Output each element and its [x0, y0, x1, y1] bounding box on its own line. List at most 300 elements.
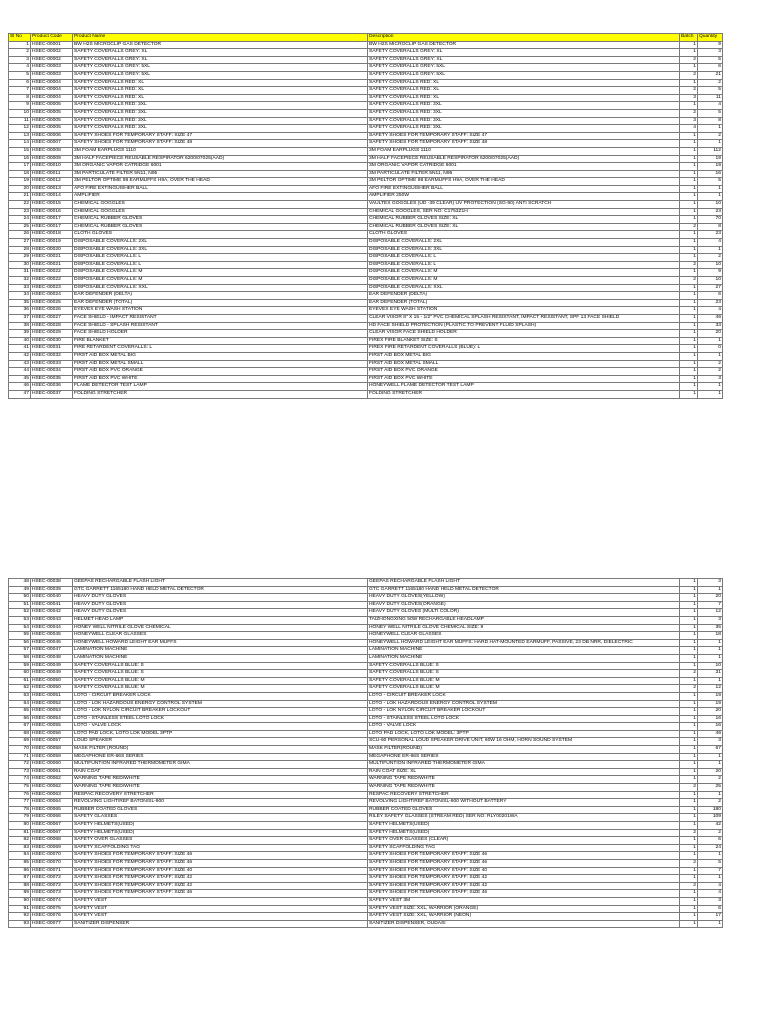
cell-product-code: HSEC-00062: [31, 784, 73, 792]
cell-description: CLEAR VISOR FACE SHIELD HOLDER: [368, 330, 680, 338]
cell-product-code: HSEC-00001: [31, 41, 73, 49]
cell-sl-no: 75: [9, 784, 31, 792]
cell-product-code: HSEC-00061: [31, 768, 73, 776]
table-row: [9, 345, 723, 353]
cell-product-name: DISPOSABLE COVERALLS: M: [73, 269, 368, 277]
cell-product-name: SAFETY COVERALLS GREY: 5XL: [73, 64, 368, 72]
cell-batch: 1: [680, 178, 698, 186]
cell-quantity: 3: [698, 49, 723, 57]
cell-product-code: HSEC-00070: [31, 852, 73, 860]
table-row: [9, 147, 723, 155]
table-row: [9, 768, 723, 776]
table-row: [9, 844, 723, 852]
cell-quantity: 1: [698, 352, 723, 360]
table-row: [9, 639, 723, 647]
cell-product-name: SAFETY COVERALLS GREY: XL: [73, 56, 368, 64]
cell-batch: 1: [680, 292, 698, 300]
cell-product-code: HSEC-00029: [31, 330, 73, 338]
cell-description: DISPOSABLE COVERALLS: M: [368, 269, 680, 277]
cell-sl-no: 9: [9, 102, 31, 110]
cell-sl-no: 62: [9, 685, 31, 693]
cell-product-name: MEGAPHONE ER-66S SERIES: [73, 753, 368, 761]
cell-product-code: HSEC-00010: [31, 163, 73, 171]
table-row: [9, 383, 723, 391]
cell-description: SAFETY VEST SIZE: XXL, WARRIOR (NEON): [368, 913, 680, 921]
cell-description: FIRST AID BOX PVC WHITE: [368, 375, 680, 383]
cell-sl-no: 48: [9, 579, 31, 587]
cell-product-name: SAFETY COVERALLS RED: XL: [73, 94, 368, 102]
cell-description: AMPLIFIER 250W: [368, 193, 680, 201]
cell-batch: 1: [680, 822, 698, 830]
table-row: [9, 738, 723, 746]
cell-sl-no: 16: [9, 155, 31, 163]
table-row: [9, 822, 723, 830]
table-row: [9, 882, 723, 890]
cell-product-code: HSEC-00023: [31, 284, 73, 292]
cell-quantity: 5: [698, 56, 723, 64]
cell-product-name: HONEY WELL NITRILE GLOVE CHEMICAL: [73, 624, 368, 632]
cell-sl-no: 29: [9, 254, 31, 262]
cell-product-code: HSEC-00058: [31, 746, 73, 754]
cell-description: SAFETY COVERALLS GREY: 5XL: [368, 64, 680, 72]
cell-product-code: HSEC-00017: [31, 223, 73, 231]
table-row: [9, 715, 723, 723]
cell-quantity: 23: [698, 299, 723, 307]
cell-description: SAFETY COVERALLS BLUE: S: [368, 662, 680, 670]
table-row: [9, 579, 723, 587]
cell-batch: 1: [680, 307, 698, 315]
cell-product-code: HSEC-00005: [31, 117, 73, 125]
table-row: [9, 163, 723, 171]
cell-quantity: 2: [698, 132, 723, 140]
cell-description: LOTO - VALVE LOCK: [368, 723, 680, 731]
cell-quantity: 12: [698, 685, 723, 693]
cell-quantity: 5: [698, 87, 723, 95]
cell-product-name: RESPAC RECOVERY STRETCHER: [73, 791, 368, 799]
cell-sl-no: 26: [9, 231, 31, 239]
cell-product-code: HSEC-00011: [31, 170, 73, 178]
cell-product-name: GEEPAS RECHARGABLE FLASH LIGHT: [73, 579, 368, 587]
cell-batch: 1: [680, 352, 698, 360]
cell-product-code: HSEC-00002: [31, 56, 73, 64]
cell-description: AFO FIRE EXTINGUISHER BALL: [368, 185, 680, 193]
cell-product-name: SAFETY SCAFFOLDING TAG: [73, 844, 368, 852]
cell-batch: 1: [680, 791, 698, 799]
table-row: [9, 87, 723, 95]
cell-description: LOTO PAD LOCK, LOTO LOK MODEL: 3PTP: [368, 730, 680, 738]
cell-quantity: 19: [698, 692, 723, 700]
cell-batch: 1: [680, 639, 698, 647]
cell-quantity: 23: [698, 231, 723, 239]
cell-quantity: 25: [698, 784, 723, 792]
cell-sl-no: 85: [9, 859, 31, 867]
table-row: [9, 753, 723, 761]
cell-batch: 1: [680, 594, 698, 602]
table-row: [9, 231, 723, 239]
cell-product-code: HSEC-00077: [31, 920, 73, 928]
cell-product-code: HSEC-00047: [31, 647, 73, 655]
cell-product-code: HSEC-00067: [31, 829, 73, 837]
cell-quantity: 11: [698, 94, 723, 102]
cell-product-code: HSEC-00002: [31, 49, 73, 57]
table-row: [9, 368, 723, 376]
cell-product-name: RAIN COAT: [73, 768, 368, 776]
table-row: [9, 193, 723, 201]
cell-product-name: AMPLIFIER: [73, 193, 368, 201]
cell-batch: 1: [680, 723, 698, 731]
cell-batch: 1: [680, 662, 698, 670]
cell-product-name: BW H2S MICROCLIP GAS DETECTOR: [73, 41, 368, 49]
table-row: [9, 277, 723, 285]
cell-description: LAMINATION MACHINE: [368, 654, 680, 662]
cell-product-name: DISPOSABLE COVERALLS: XXL: [73, 284, 368, 292]
cell-description: HONEY WELL NITRILE GLOVE CHEMICAL SIZE: 9: [368, 624, 680, 632]
cell-batch: 3: [680, 94, 698, 102]
cell-product-name: SAFETY OVER GLASSES: [73, 837, 368, 845]
cell-sl-no: 78: [9, 806, 31, 814]
cell-product-code: HSEC-00065: [31, 806, 73, 814]
cell-product-code: HSEC-00063: [31, 791, 73, 799]
cell-product-code: HSEC-00008: [31, 147, 73, 155]
cell-product-name: HONEYWELL CLEAR GLASSES: [73, 632, 368, 640]
cell-quantity: 3: [698, 897, 723, 905]
cell-product-code: HSEC-00059: [31, 753, 73, 761]
cell-quantity: 19: [698, 700, 723, 708]
cell-description: SAFETY COVERALLS RED: XL: [368, 94, 680, 102]
cell-quantity: 109: [698, 814, 723, 822]
table-row: [9, 829, 723, 837]
table-row: [9, 117, 723, 125]
cell-product-name: SAFETY COVERALLS RED: 3XL: [73, 109, 368, 117]
cell-sl-no: 24: [9, 216, 31, 224]
cell-product-code: HSEC-00074: [31, 897, 73, 905]
cell-description: SAFETY HELMETS(USED): [368, 822, 680, 830]
cell-sl-no: 58: [9, 654, 31, 662]
cell-product-name: SAFETY GLASSES: [73, 814, 368, 822]
cell-quantity: 6: [698, 292, 723, 300]
cell-product-code: HSEC-00050: [31, 685, 73, 693]
cell-batch: 1: [680, 132, 698, 140]
cell-product-code: HSEC-00073: [31, 890, 73, 898]
cell-product-name: EAR DEFENDER (TOTAL): [73, 299, 368, 307]
table-row: [9, 178, 723, 186]
cell-description: EYEVEX EYE WASH STATION: [368, 307, 680, 315]
cell-quantity: 2: [698, 254, 723, 262]
cell-batch: 1: [680, 330, 698, 338]
table-row: [9, 677, 723, 685]
cell-quantity: 35: [698, 624, 723, 632]
cell-product-code: HSEC-00003: [31, 71, 73, 79]
cell-sl-no: 47: [9, 390, 31, 398]
cell-sl-no: 42: [9, 352, 31, 360]
cell-product-code: HSEC-00021: [31, 254, 73, 262]
cell-quantity: 12: [698, 609, 723, 617]
cell-product-code: HSEC-00020: [31, 246, 73, 254]
table-row: [9, 109, 723, 117]
cell-product-code: HSEC-00005: [31, 102, 73, 110]
cell-description: DISPOSABLE COVERALLS: 3XL: [368, 246, 680, 254]
cell-product-code: HSEC-00009: [31, 155, 73, 163]
cell-batch: 1: [680, 239, 698, 247]
cell-product-name: FIRST AID BOX PVC ORANGE: [73, 368, 368, 376]
cell-product-name: SAFETY SHOES FOR TEMPORARY STAFF: SIZE 42: [73, 875, 368, 883]
cell-quantity: 49: [698, 314, 723, 322]
cell-quantity: 112: [698, 147, 723, 155]
cell-sl-no: 25: [9, 223, 31, 231]
header-description: Description: [368, 34, 680, 42]
table-row: [9, 670, 723, 678]
cell-product-code: HSEC-00004: [31, 87, 73, 95]
cell-sl-no: 41: [9, 345, 31, 353]
cell-sl-no: 20: [9, 185, 31, 193]
cell-sl-no: 53: [9, 616, 31, 624]
cell-description: CHEMICAL GOOGLES, SER NO: C1753Z1H: [368, 208, 680, 216]
cell-description: FOLDING STRETCHER: [368, 390, 680, 398]
cell-product-name: HONEYWELL HOWARD LEIGHT EAR MUFFS: [73, 639, 368, 647]
cell-product-name: SAFETY VEST: [73, 897, 368, 905]
cell-sl-no: 69: [9, 738, 31, 746]
cell-sl-no: 23: [9, 208, 31, 216]
cell-quantity: 17: [698, 913, 723, 921]
cell-product-code: HSEC-00054: [31, 715, 73, 723]
cell-product-name: MASK FILTER (ROUND): [73, 746, 368, 754]
cell-product-code: HSEC-00026: [31, 307, 73, 315]
cell-quantity: 1: [698, 185, 723, 193]
table-row: [9, 852, 723, 860]
cell-product-name: FIRE RETARDENT COVERALLS: L: [73, 345, 368, 353]
header-row: [9, 34, 723, 42]
cell-description: MULTIFUNTION INFRARED THERMOMETER GIMA: [368, 761, 680, 769]
cell-product-name: EAR DEFENDER (DELTA): [73, 292, 368, 300]
cell-batch: 1: [680, 632, 698, 640]
header-product-code: Product Code: [31, 34, 73, 42]
cell-description: SAFETY SHOES FOR TEMPORARY STAFF: SIZE 42: [368, 882, 680, 890]
cell-sl-no: 11: [9, 117, 31, 125]
cell-sl-no: 71: [9, 753, 31, 761]
cell-batch: 1: [680, 284, 698, 292]
cell-description: RESPAC RECOVERY STRETCHER: [368, 791, 680, 799]
header-sl-no: Sl No: [9, 34, 31, 42]
table-row: [9, 616, 723, 624]
cell-sl-no: 79: [9, 814, 31, 822]
cell-sl-no: 61: [9, 677, 31, 685]
cell-product-name: SAFETY SHOES FOR TEMPORARY STAFF: SIZE 46: [73, 852, 368, 860]
cell-batch: 1: [680, 345, 698, 353]
table-row: [9, 246, 723, 254]
cell-sl-no: 18: [9, 170, 31, 178]
cell-product-name: FIRST AID BOX PVC WHITE: [73, 375, 368, 383]
cell-quantity: 24: [698, 844, 723, 852]
cell-product-code: HSEC-00042: [31, 609, 73, 617]
cell-description: LOTO - LOK HAZARDOUS ENERGY CONTROL SYSTEM: [368, 700, 680, 708]
cell-quantity: 4: [698, 307, 723, 315]
cell-batch: 3: [680, 117, 698, 125]
cell-product-code: HSEC-00016: [31, 208, 73, 216]
cell-description: DISPOSABLE COVERALLS: M: [368, 277, 680, 285]
cell-product-name: SAFETY COVERALLS GREY: XL: [73, 49, 368, 57]
cell-quantity: 2: [698, 79, 723, 87]
cell-sl-no: 63: [9, 692, 31, 700]
cell-batch: 1: [680, 837, 698, 845]
cell-description: RAIN COAT SIZE: XL: [368, 768, 680, 776]
cell-product-code: HSEC-00025: [31, 299, 73, 307]
cell-quantity: 4: [698, 102, 723, 110]
cell-quantity: 18: [698, 632, 723, 640]
cell-description: SAFETY COVERALLS RED: 3XL: [368, 125, 680, 133]
cell-product-name: 3M PARTICULATE FILTER 5N11, N95: [73, 170, 368, 178]
cell-sl-no: 22: [9, 201, 31, 209]
table-row: [9, 806, 723, 814]
cell-sl-no: 10: [9, 109, 31, 117]
cell-quantity: 3: [698, 375, 723, 383]
cell-description: DISPOSABLE COVERALLS: L: [368, 254, 680, 262]
cell-sl-no: 2: [9, 49, 31, 57]
cell-quantity: 1: [698, 852, 723, 860]
cell-product-code: HSEC-00021: [31, 261, 73, 269]
cell-sl-no: 40: [9, 337, 31, 345]
cell-description: SAFETY COVERALLS RED: XL: [368, 87, 680, 95]
cell-description: EAR DEFENDER (TOTAL): [368, 299, 680, 307]
table-row: [9, 102, 723, 110]
cell-sl-no: 73: [9, 768, 31, 776]
cell-product-name: DISPOSABLE COVERALLS: L: [73, 254, 368, 262]
cell-description: 3M HALF FACEPIECE REUSABLE RESPIRATOR 6200/07025(AAD): [368, 155, 680, 163]
cell-product-code: HSEC-00051: [31, 692, 73, 700]
cell-quantity: 1: [698, 677, 723, 685]
cell-product-code: HSEC-00072: [31, 875, 73, 883]
cell-product-name: REVOLVING LIGHT/REF BATON/SL-900: [73, 799, 368, 807]
cell-sl-no: 5: [9, 71, 31, 79]
cell-quantity: 1: [698, 791, 723, 799]
cell-sl-no: 4: [9, 64, 31, 72]
table-row: [9, 292, 723, 300]
cell-product-name: SAFETY COVERALLS BLUE: S: [73, 670, 368, 678]
table-row: [9, 284, 723, 292]
cell-sl-no: 28: [9, 246, 31, 254]
cell-product-name: LOTO - CIRCUIT BREAKER LOCK: [73, 692, 368, 700]
cell-quantity: 7: [698, 867, 723, 875]
cell-description: RILEY SAFETY GLASSES (STREAM RED) SER NO: RLY00201WA: [368, 814, 680, 822]
cell-description: DISPOSABLE COVERALLS: XXL: [368, 284, 680, 292]
cell-product-code: HSEC-00030: [31, 337, 73, 345]
cell-quantity: 1: [698, 647, 723, 655]
cell-quantity: 1: [698, 639, 723, 647]
cell-sl-no: 7: [9, 87, 31, 95]
cell-quantity: 33: [698, 322, 723, 330]
inventory-table-part-1: [8, 33, 723, 399]
cell-description: SAFETY OVER GLASSES (CLEAR): [368, 837, 680, 845]
table-row: [9, 594, 723, 602]
cell-description: SAFETY COVERALLS BLUE: M: [368, 685, 680, 693]
cell-product-name: AFO FIRE EXTINGUISHER BALL: [73, 185, 368, 193]
cell-description: WARNING TAPE RED/WHITE: [368, 784, 680, 792]
cell-quantity: 27: [698, 284, 723, 292]
cell-quantity: 70: [698, 216, 723, 224]
cell-batch: 4: [680, 125, 698, 133]
cell-batch: 1: [680, 776, 698, 784]
cell-description: HONEYWELL CLEAR GLASSES: [368, 632, 680, 640]
cell-product-name: HEAVY DUTY GLOVES: [73, 594, 368, 602]
cell-product-code: HSEC-00022: [31, 269, 73, 277]
header-batch: Batch: [680, 34, 698, 42]
cell-description: SAFETY HELMETS(USED): [368, 829, 680, 837]
cell-quantity: 4: [698, 882, 723, 890]
table-row: [9, 662, 723, 670]
cell-product-code: HSEC-00041: [31, 601, 73, 609]
cell-product-code: HSEC-00070: [31, 859, 73, 867]
cell-product-code: HSEC-00053: [31, 708, 73, 716]
cell-description: SAFETY SHOES FOR TEMPORARY STAFF: SIZE 46: [368, 852, 680, 860]
cell-product-name: SAFETY SHOES FOR TEMPORARY STAFF: SIZE 47: [73, 132, 368, 140]
cell-quantity: 10: [698, 662, 723, 670]
cell-product-name: DISPOSABLE COVERALLS: M: [73, 277, 368, 285]
cell-batch: 1: [680, 799, 698, 807]
cell-batch: 1: [680, 163, 698, 171]
cell-sl-no: 81: [9, 829, 31, 837]
cell-quantity: 5: [698, 178, 723, 186]
cell-product-code: HSEC-00005: [31, 125, 73, 133]
cell-quantity: 8: [698, 117, 723, 125]
cell-quantity: 23: [698, 208, 723, 216]
cell-product-code: HSEC-00038: [31, 579, 73, 587]
cell-sl-no: 27: [9, 239, 31, 247]
table-row: [9, 170, 723, 178]
cell-sl-no: 21: [9, 193, 31, 201]
table-row: [9, 125, 723, 133]
cell-batch: 1: [680, 314, 698, 322]
cell-batch: 1: [680, 64, 698, 72]
cell-product-name: 3M FOAM EARPLUGS 1110: [73, 147, 368, 155]
cell-batch: 1: [680, 299, 698, 307]
cell-batch: 1: [680, 890, 698, 898]
cell-batch: 2: [680, 829, 698, 837]
cell-batch: 1: [680, 41, 698, 49]
table-row: [9, 94, 723, 102]
cell-quantity: 19: [698, 155, 723, 163]
cell-sl-no: 66: [9, 715, 31, 723]
cell-sl-no: 77: [9, 799, 31, 807]
cell-sl-no: 56: [9, 639, 31, 647]
cell-description: HEAVY DUTY GLOVES (MULTI COLOR): [368, 609, 680, 617]
table-row: [9, 708, 723, 716]
cell-batch: 1: [680, 708, 698, 716]
cell-batch: 2: [680, 109, 698, 117]
cell-batch: 1: [680, 246, 698, 254]
table-row: [9, 867, 723, 875]
cell-description: HONEYWELL HOWARD LEIGHT EAR MUFFS: HARD HAT-MOUNTED EARMUFF, PASSIVE, 23 DB NRR, DIELECTRIC: [368, 639, 680, 647]
cell-product-code: HSEC-00031: [31, 345, 73, 353]
cell-product-code: HSEC-00017: [31, 216, 73, 224]
cell-product-name: DISPOSABLE COVERALLS: L: [73, 261, 368, 269]
cell-batch: 2: [680, 87, 698, 95]
cell-description: SAFETY COVERALLS RED: XL: [368, 79, 680, 87]
cell-product-name: SAFETY SHOES FOR TEMPORARY STAFF: SIZE 46: [73, 890, 368, 898]
cell-description: DISPOSABLE COVERALLS: 2XL: [368, 239, 680, 247]
table-row: [9, 299, 723, 307]
cell-sl-no: 12: [9, 125, 31, 133]
cell-product-name: LOTO PAD LOCK, LOTO LOK MODEL 3PTP: [73, 730, 368, 738]
table-row: [9, 307, 723, 315]
cell-sl-no: 59: [9, 662, 31, 670]
cell-quantity: 8: [698, 223, 723, 231]
cell-description: VAULTEX GOGGLES (UD -39 CLEAR) UV PROTECTION (SG-90) ANTI SCRATCH: [368, 201, 680, 209]
cell-quantity: 1: [698, 246, 723, 254]
cell-product-code: HSEC-00028: [31, 322, 73, 330]
table-row: [9, 56, 723, 64]
table-row: [9, 140, 723, 148]
table-row: [9, 784, 723, 792]
cell-description: MEGAPHONE ER-66S SERIES: [368, 753, 680, 761]
